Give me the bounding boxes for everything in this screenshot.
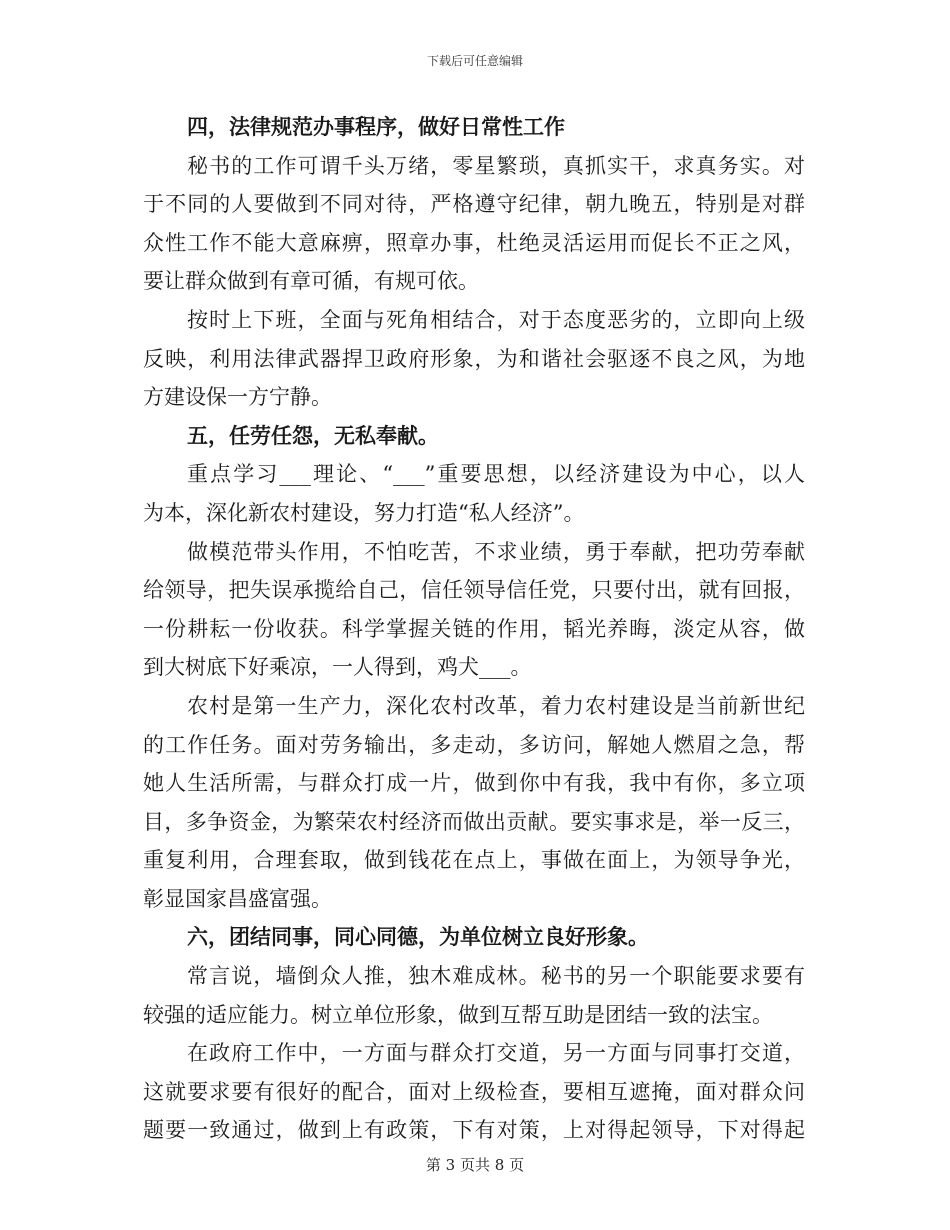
paragraph-line: 较强的适应能力。树立单位形象，做到互帮互助是团结一致的法宝。 — [143, 1002, 773, 1027]
paragraph-line: 一份耕耘一份收获。科学掌握关链的作用，韬光养晦，淡定从容，做 — [143, 616, 805, 641]
paragraph-line: 给领导，把失误承揽给自己，信任领导信任党，只要付出，就有回报， — [143, 578, 805, 603]
paragraph-line: 按时上下班，全面与死角相结合，对于态度恶劣的，立即向上级 — [187, 307, 805, 332]
paragraph-line: 她人生活所需，与群众打成一片，做到你中有我，我中有你，多立项 — [143, 771, 805, 796]
page-footer: 第 3 页共 8 页 — [425, 1156, 525, 1174]
paragraph-line: 方建设保一方宁静。 — [143, 385, 332, 410]
page-header: 下载后可任意编辑 — [426, 54, 523, 68]
paragraph-line: 在政府工作中，一方面与群众打交道，另一方面与同事打交道， — [187, 1041, 805, 1066]
paragraph-line: 于不同的人要做到不同对待，严格遵守纪律，朝九晚五，特别是对群 — [143, 192, 805, 217]
paragraph-line: 常言说，墙倒众人推，独木难成林。秘书的另一个职能要求要有 — [187, 964, 805, 989]
paragraph-line: 这就要求要有很好的配合，面对上级检查，要相互遮掩，面对群众问 — [143, 1079, 805, 1104]
paragraph-line: 重点学习___理论、“___”重要思想，以经济建设为中心，以人 — [187, 462, 805, 487]
paragraph-line: 目，多争资金，为繁荣农村经济而做出贡献。要实事求是，举一反三， — [143, 809, 805, 834]
paragraph-line: 彰显国家昌盛富强。 — [143, 886, 332, 911]
document-body — [143, 108, 805, 1150]
paragraph-line: 要让群众做到有章可循，有规可依。 — [143, 269, 479, 294]
paragraph-line: 的工作任务。面对劳务输出，多走动，多访问，解她人燃眉之急，帮 — [143, 732, 805, 757]
paragraph-line: 众性工作不能大意麻痹，照章办事，杜绝灵活运用而促长不正之风， — [143, 230, 805, 255]
paragraph-line: 反映，利用法律武器捍卫政府形象，为和谐社会驱逐不良之风，为地 — [143, 346, 805, 371]
paragraph-line: 到大树底下好乘凉，一人得到，鸡犬___。 — [143, 655, 532, 680]
paragraph-line: 做模范带头作用，不怕吃苦，不求业绩，勇于奉献，把功劳奉献 — [187, 539, 805, 564]
paragraph-line: 农村是第一生产力，深化农村改革，着力农村建设是当前新世纪 — [187, 693, 805, 718]
paragraph-line: 题要一致通过，做到上有政策，下有对策，上对得起领导，下对得起 — [143, 1118, 805, 1143]
paragraph-line: 秘书的工作可谓千头万绪，零星繁琐，真抓实干，求真务实。对 — [187, 153, 805, 178]
section-heading: 五，任劳任怨，无私奉献。 — [187, 422, 439, 448]
section-heading: 四，法律规范办事程序，做好日常性工作 — [187, 114, 565, 139]
section-heading: 六，团结同事，同心同德，为单位树立良好形象。 — [187, 924, 649, 950]
paragraph-line: 重复利用，合理套取，做到钱花在点上，事做在面上，为领导争光， — [143, 848, 805, 873]
paragraph-line: 为本，深化新农村建设，努力打造“私人经济”。 — [143, 500, 585, 525]
